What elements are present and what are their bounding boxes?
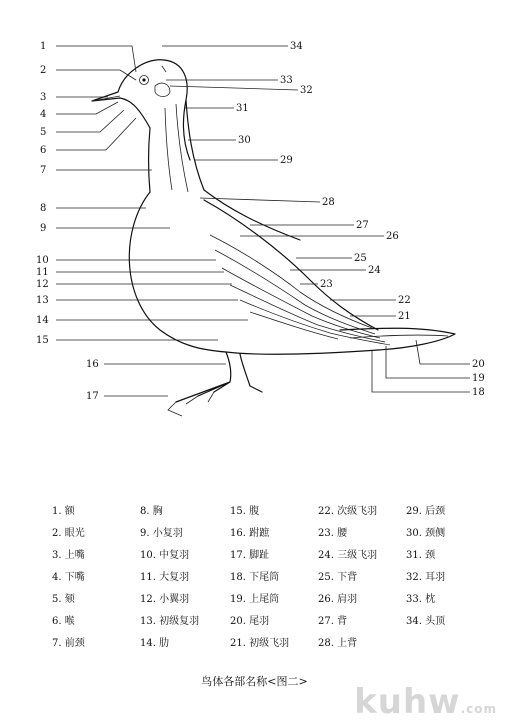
- figure-caption: 鸟体各部名称<图二>: [201, 675, 308, 688]
- callout-27: 27: [356, 220, 369, 231]
- legend-item-25: 25. 下背: [318, 572, 358, 583]
- legend-item-6: 6. 喉: [52, 616, 75, 627]
- legend-item-18: 18. 下尾筒: [230, 572, 280, 583]
- legend-item-26: 26. 肩羽: [318, 594, 358, 605]
- legend-item-9: 9. 小复羽: [140, 528, 183, 539]
- legend-item-24: 24. 三级飞羽: [318, 550, 378, 561]
- watermark-suffix: .com: [460, 702, 497, 716]
- watermark-brand: kuhw: [354, 682, 461, 722]
- callout-28: 28: [322, 197, 335, 208]
- callout-7: 7: [40, 165, 47, 176]
- legend-item-14: 14. 肋: [140, 638, 170, 649]
- legend-item-22: 22. 次级飞羽: [318, 506, 378, 517]
- legend-item-11: 11. 大复羽: [140, 572, 190, 583]
- legend-item-29: 29. 后颈: [406, 506, 446, 517]
- callout-10: 10: [36, 255, 49, 266]
- legend-item-1: 1. 额: [52, 506, 75, 517]
- callout-20: 20: [472, 359, 485, 370]
- callout-21: 21: [398, 311, 411, 322]
- bird-illustration: [92, 60, 455, 416]
- callout-8: 8: [40, 203, 47, 214]
- callout-24: 24: [368, 265, 381, 276]
- callout-17: 17: [86, 391, 99, 402]
- legend-item-19: 19. 上尾筒: [230, 594, 280, 605]
- callout-18: 18: [472, 387, 485, 398]
- legend-item-2: 2. 眼光: [52, 528, 85, 539]
- callout-19: 19: [472, 373, 485, 384]
- legend-item-3: 3. 上嘴: [52, 550, 85, 561]
- legend-item-17: 17. 脚趾: [230, 550, 270, 561]
- callout-29: 29: [280, 155, 293, 166]
- callout-30: 30: [238, 135, 251, 146]
- callout-32: 32: [300, 85, 313, 96]
- legend-item-5: 5. 颏: [52, 594, 75, 605]
- legend-item-12: 12. 小翼羽: [140, 594, 190, 605]
- callout-26: 26: [386, 231, 399, 242]
- legend-item-7: 7. 前颈: [52, 638, 85, 649]
- callout-15: 15: [36, 335, 49, 346]
- callout-3: 3: [40, 92, 47, 103]
- callout-34: 34: [290, 41, 303, 52]
- legend-item-30: 30. 颈侧: [406, 528, 446, 539]
- legend-item-13: 13. 初级复羽: [140, 616, 200, 627]
- callout-14: 14: [36, 315, 49, 326]
- legend-item-4: 4. 下嘴: [52, 572, 85, 583]
- parts-legend: [0, 490, 509, 650]
- legend-item-16: 16. 跗蹠: [230, 528, 270, 539]
- legend-item-27: 27. 背: [318, 616, 348, 627]
- callout-22: 22: [398, 295, 411, 306]
- callout-9: 9: [40, 223, 47, 234]
- legend-item-8: 8. 胸: [140, 506, 163, 517]
- legend-item-21: 21. 初级飞羽: [230, 638, 290, 649]
- callout-6: 6: [40, 145, 47, 156]
- callout-1: 1: [40, 41, 47, 52]
- callout-31: 31: [236, 103, 249, 114]
- callout-23: 23: [320, 279, 333, 290]
- legend-item-31: 31. 颈: [406, 550, 436, 561]
- callout-16: 16: [86, 359, 99, 370]
- callout-12: 12: [36, 279, 49, 290]
- watermark-logo: [354, 682, 497, 722]
- legend-item-15: 15. 腹: [230, 506, 260, 517]
- callout-2: 2: [40, 65, 47, 76]
- legend-item-10: 10. 中复羽: [140, 550, 190, 561]
- legend-item-20: 20. 尾羽: [230, 616, 270, 627]
- callout-13: 13: [36, 295, 49, 306]
- legend-item-28: 28. 上背: [318, 638, 358, 649]
- callout-4: 4: [40, 109, 47, 120]
- callout-11: 11: [36, 267, 49, 278]
- callout-25: 25: [354, 253, 367, 264]
- legend-item-33: 33. 枕: [406, 594, 436, 605]
- legend-item-23: 23. 腰: [318, 528, 348, 539]
- legend-item-32: 32. 耳羽: [406, 572, 446, 583]
- callout-5: 5: [40, 127, 47, 138]
- callout-33: 33: [280, 75, 293, 86]
- legend-item-34: 34. 头顶: [406, 616, 446, 627]
